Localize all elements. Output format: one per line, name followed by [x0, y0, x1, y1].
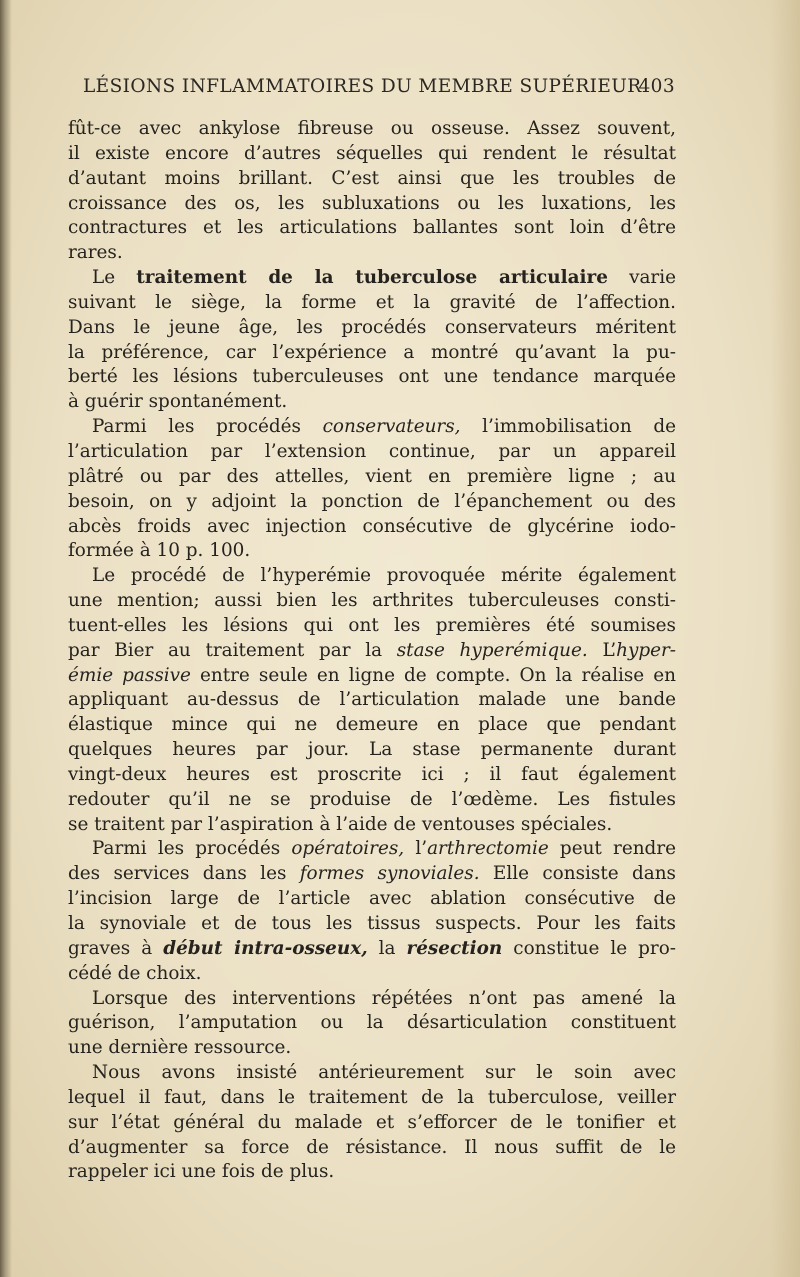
- text-run: rares.: [68, 242, 123, 264]
- text-run: l’incision large de l’article avec ablation consécutive de: [68, 888, 676, 910]
- text-line: [68, 1061, 676, 1086]
- text-line: [68, 390, 676, 415]
- text-line: [68, 639, 676, 664]
- text-run: cédé de choix.: [68, 962, 202, 984]
- text-line: [68, 192, 676, 217]
- text-run: graves à: [68, 937, 164, 959]
- bold-italic-phrase: début intra-osseux,: [163, 937, 368, 959]
- text-run: croissance des os, les subluxations ou les luxations, les: [68, 192, 676, 214]
- text-run: contractures et les articulations ballantes sont loin d’être: [68, 217, 676, 239]
- text-run: Parmi les procédés: [92, 416, 323, 438]
- text-run: des services dans les: [68, 863, 300, 885]
- text-run: berté les lésions tuberculeuses ont une tendance marquée: [68, 366, 676, 388]
- text-run: plâtré ou par des attelles, vient en première ligne ; au: [68, 465, 676, 487]
- text-line: [68, 738, 676, 763]
- text-line: [68, 241, 676, 266]
- text-line: [68, 1086, 676, 1111]
- text-run: vingt-deux heures est proscrite ici ; il faut également: [68, 763, 676, 785]
- running-head: [83, 76, 675, 106]
- text-line: [68, 440, 676, 465]
- binding-shadow: [0, 0, 12, 1277]
- text-line: [68, 1160, 676, 1185]
- text-run: élastique mince qui ne demeure en place que pendant: [68, 714, 676, 736]
- text-run: l’articulation par l’extension continue, par un appareil: [68, 440, 676, 462]
- text-run: d’augmenter sa force de résistance. Il nous suffit de le: [68, 1136, 676, 1158]
- text-line: [68, 912, 676, 937]
- text-run: une dernière ressource.: [68, 1037, 292, 1059]
- text-run: l’immobilisation de: [460, 416, 676, 438]
- text-run: Elle consiste dans: [479, 863, 676, 885]
- text-line: [68, 987, 676, 1012]
- italic-phrase: formes synoviales.: [299, 863, 480, 885]
- text-line: [68, 1111, 676, 1136]
- italic-phrase: émie passive: [68, 664, 191, 686]
- text-line: [68, 1136, 676, 1161]
- text-run: constitue le pro-: [502, 937, 676, 959]
- text-run: abcès froids avec injection consécutive de glycérine iodo-: [68, 515, 676, 537]
- bold-phrase: traitement de la tuberculose articulaire: [136, 267, 608, 289]
- text-run: entre seule en ligne de compte. On la réalise en: [190, 664, 676, 686]
- text-line: [68, 763, 676, 788]
- text-line: [68, 813, 676, 838]
- text-run: rappeler ici une fois de plus.: [68, 1161, 335, 1183]
- text-line: [68, 465, 676, 490]
- text-run: L’: [587, 639, 617, 661]
- text-line: [68, 688, 676, 713]
- text-line: [68, 614, 676, 639]
- text-run: tuent-elles les lésions qui ont les premières été soumises: [68, 614, 676, 636]
- text-line: [68, 837, 676, 862]
- text-run: varie: [607, 267, 676, 289]
- text-run: fût-ce avec ankylose fibreuse ou osseuse. Assez souvent,: [68, 118, 676, 139]
- text-run: Le: [92, 267, 137, 289]
- text-run: Nous avons insisté antérieurement sur le soin avec: [92, 1062, 676, 1084]
- text-run: Le procédé de l’hyperémie provoquée mérite également: [92, 565, 676, 587]
- bold-italic-phrase: résection: [406, 937, 503, 959]
- text-line: [68, 1011, 676, 1036]
- text-line: [68, 515, 676, 540]
- text-line: [68, 216, 676, 241]
- text-line: [68, 142, 676, 167]
- text-run: formée à 10 p. 100.: [68, 540, 251, 562]
- text-run: par Bier au traitement par la: [68, 639, 397, 661]
- text-run: appliquant au-dessus de l’articulation malade une bande: [68, 689, 676, 711]
- text-line: [68, 937, 676, 962]
- text-run: Lorsque des interventions répétées n’ont pas amené la: [92, 987, 676, 1009]
- text-line: [68, 539, 676, 564]
- italic-phrase: hyper-: [616, 639, 676, 661]
- text-line: [68, 1036, 676, 1061]
- text-line: [68, 117, 676, 142]
- text-run: il existe encore d’autres séquelles qui rendent le résultat: [68, 142, 676, 164]
- running-head-title: LÉSIONS INFLAMMATOIRES DU MEMBRE SUPÉRIEUR: [83, 76, 642, 97]
- text-line: [68, 316, 676, 341]
- text-run: peut rendre: [548, 838, 676, 860]
- text-run: se traitent par l’aspiration à l’aide de ventouses spéciales.: [68, 813, 613, 835]
- text-line: [68, 589, 676, 614]
- text-line: [68, 713, 676, 738]
- italic-phrase: stase hyperémique.: [396, 639, 588, 661]
- text-run: l’: [404, 838, 428, 860]
- text-run: lequel il faut, dans le traitement de la tuberculose, veiller: [68, 1086, 676, 1108]
- text-run: besoin, on y adjoint la ponction de l’épanchement ou des: [68, 490, 676, 512]
- text-run: redouter qu’il ne se produise de l’œdème. Les fistules: [68, 788, 676, 810]
- text-line: [68, 415, 676, 440]
- text-run: Dans le jeune âge, les procédés conservateurs méritent: [68, 316, 676, 338]
- text-line: [68, 862, 676, 887]
- text-line: [68, 365, 676, 390]
- page-number: 403: [638, 76, 675, 97]
- text-line: [68, 167, 676, 192]
- text-run: la synoviale et de tous les tissus suspects. Pour les faits: [68, 913, 676, 934]
- text-run: guérison, l’amputation ou la désarticulation constituent: [68, 1012, 676, 1034]
- text-line: [68, 664, 676, 689]
- text-line: [68, 788, 676, 813]
- text-line: [68, 962, 676, 987]
- text-line: [68, 887, 676, 912]
- page-edge: [770, 0, 800, 1277]
- italic-phrase: arthrectomie: [427, 838, 549, 860]
- text-run: quelques heures par jour. La stase permanente durant: [68, 739, 676, 761]
- italic-phrase: conservateurs,: [322, 416, 461, 438]
- text-line: [68, 490, 676, 515]
- text-run: la: [367, 937, 407, 959]
- text-line: [68, 564, 676, 589]
- body-text: [68, 117, 676, 1185]
- text-run: suivant le siège, la forme et la gravité de l’affection.: [68, 291, 676, 313]
- text-line: [68, 291, 676, 316]
- text-run: une mention; aussi bien les arthrites tuberculeuses consti-: [68, 590, 676, 612]
- text-run: d’autant moins brillant. C’est ainsi que les troubles de: [68, 167, 676, 189]
- text-run: Parmi les procédés: [92, 838, 292, 860]
- text-run: sur l’état général du malade et s’efforcer de le tonifier et: [68, 1111, 676, 1133]
- text-line: [68, 341, 676, 366]
- text-run: la préférence, car l’expérience a montré qu’avant la pu-: [68, 341, 676, 363]
- italic-phrase: opératoires,: [291, 838, 405, 860]
- text-run: à guérir spontanément.: [68, 391, 288, 413]
- text-line: [68, 266, 676, 291]
